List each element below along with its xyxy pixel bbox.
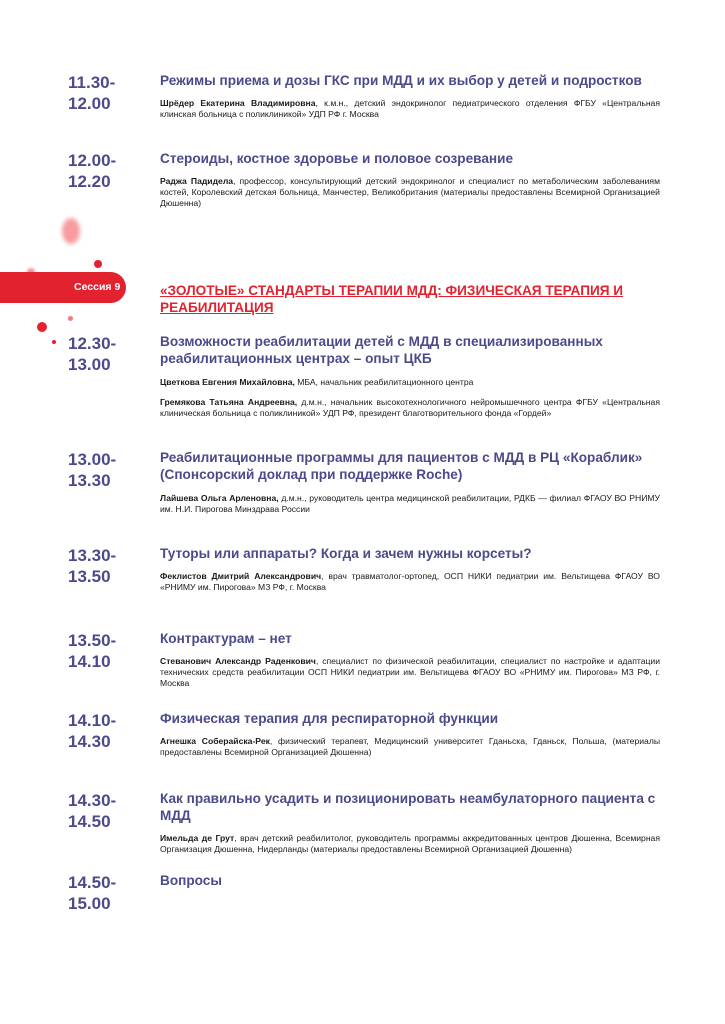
talk-title: Физическая терапия для респираторной функции — [160, 711, 499, 726]
speaker-info — [160, 176, 660, 209]
decorative-dot — [52, 340, 56, 344]
speaker-info — [160, 656, 660, 689]
speaker-info — [160, 833, 660, 855]
speaker-name: Агнешка Соберайска-Рек — [160, 736, 270, 746]
time-slot: 13.30- 13.50 — [68, 546, 117, 586]
time-slot: 14.50- 15.00 — [68, 873, 117, 913]
talk-title: Возможности реабилитации детей с МДД в специализированных реабилитационных центрах – опыт ЦКБ — [160, 334, 603, 366]
speaker-info — [160, 736, 660, 758]
session-label: Сессия 9 — [74, 281, 121, 293]
decorative-dot — [62, 218, 80, 244]
speaker-desc: д.м.н., руководитель центра медицинской реабилитации, РДКБ — филиал ФГАОУ ВО РНИМУ им. Н.И. Пирогова Минздрава России — [160, 493, 661, 514]
speaker-desc: , специалист по физической реабилитации, специалист по настройке и адаптации технических средств реабилитации ОСП НИКИ педиатрии им. Вельтищева ФГАОУ ВО «РНИМУ им. Пирогова» МЗ РФ, г. Москва — [160, 656, 660, 688]
speaker-info — [160, 571, 660, 593]
speaker-desc: , к.м.н., детский эндокринолог педиатрического отделения ФГБУ «Центральная клинская больница с поликлиникой» УДП РФ г. Москва — [160, 98, 660, 119]
talk-title: Контрактурам – нет — [160, 631, 292, 646]
time-slot: 12.00- 12.20 — [68, 151, 117, 191]
speaker-desc: , профессор, консультирующий детский эндокринолог и специалист по метаболическим заболеваниям костей, Королевский детская больница, Манчестер, Великобритания (материалы предоставлены Всемирной Организацией Дюшенна) — [160, 176, 660, 208]
session-tab — [0, 272, 126, 303]
speaker-info — [160, 493, 660, 515]
speaker-name: Стеванович Александр Раденкович — [160, 656, 316, 666]
time-slot: 13.00- 13.30 — [68, 450, 117, 490]
speaker-info — [160, 377, 660, 388]
talk-title: Режимы приема и дозы ГКС при МДД и их выбор у детей и подростков — [160, 73, 642, 88]
speaker-desc: , врач детский реабилитолог, руководитель программы аккредитованных центров Дюшенна, Всемирная Организация Дюшенна, Нидерланды (материалы предоставлены Всемирной Организацией Дюшенна) — [160, 833, 660, 854]
speaker-name: Гремякова Татьяна Андреевна, — [160, 397, 298, 407]
talk-title: Вопросы — [160, 873, 222, 888]
talk-title: Реабилитационные программы для пациентов с МДД в РЦ «Кораблик» (Спонсорский доклад при поддержке Roche) — [160, 450, 643, 482]
time-slot: 14.10- 14.30 — [68, 711, 117, 751]
speaker-desc: , врач травматолог-ортопед, ОСП НИКИ педиатрии им. Вельтищева ФГАОУ ВО «РНИМУ им. Пирогова» МЗ РФ, г. Москва — [160, 571, 660, 592]
talk-title: Стероиды, костное здоровье и половое созревание — [160, 151, 514, 166]
speaker-desc: д.м.н., начальник высокотехнологичного нейромышечного центра ФГБУ «Центральная клиническая больница с поликлиникой» УДП РФ, президент благотворительного фонда «Гордей» — [160, 397, 660, 418]
time-slot: 14.30- 14.50 — [68, 791, 117, 831]
speaker-name: Лайшева Ольга Арленовна, — [160, 493, 279, 503]
speaker-name: Имельда де Грут — [160, 833, 235, 843]
speaker-name: Раджа Падидела — [160, 176, 234, 186]
speaker-info — [160, 397, 660, 419]
talk-title: Туторы или аппараты? Когда и зачем нужны корсеты? — [160, 546, 532, 561]
speaker-desc: , физический терапевт, Медицинский университет Гданьска, Гданьск, Польша, (материалы предоставлены Всемирной Организацией Дюшенна) — [160, 736, 661, 757]
decorative-dot — [94, 260, 102, 268]
time-slot: 11.30- 12.00 — [68, 73, 116, 113]
time-slot: 13.50- 14.10 — [68, 631, 117, 671]
speaker-name: Феклистов Дмитрий Александрович — [160, 571, 322, 581]
decorative-dot — [68, 316, 73, 321]
talk-title: Как правильно усадить и позиционировать неамбулаторного пациента с МДД — [160, 791, 656, 823]
speaker-info — [160, 98, 660, 120]
speaker-name: Шрёдер Екатерина Владимировна — [160, 98, 316, 108]
time-slot: 12.30- 13.00 — [68, 334, 117, 374]
session-title: «ЗОЛОТЫЕ» СТАНДАРТЫ ТЕРАПИИ МДД: ФИЗИЧЕСКАЯ ТЕРАПИЯ И РЕАБИЛИТАЦИЯ — [160, 283, 624, 315]
speaker-desc: МБА, начальник реабилитационного центра — [294, 377, 474, 387]
speaker-name: Цветкова Евгения Михайловна, — [160, 377, 295, 387]
decorative-dot — [37, 322, 47, 332]
